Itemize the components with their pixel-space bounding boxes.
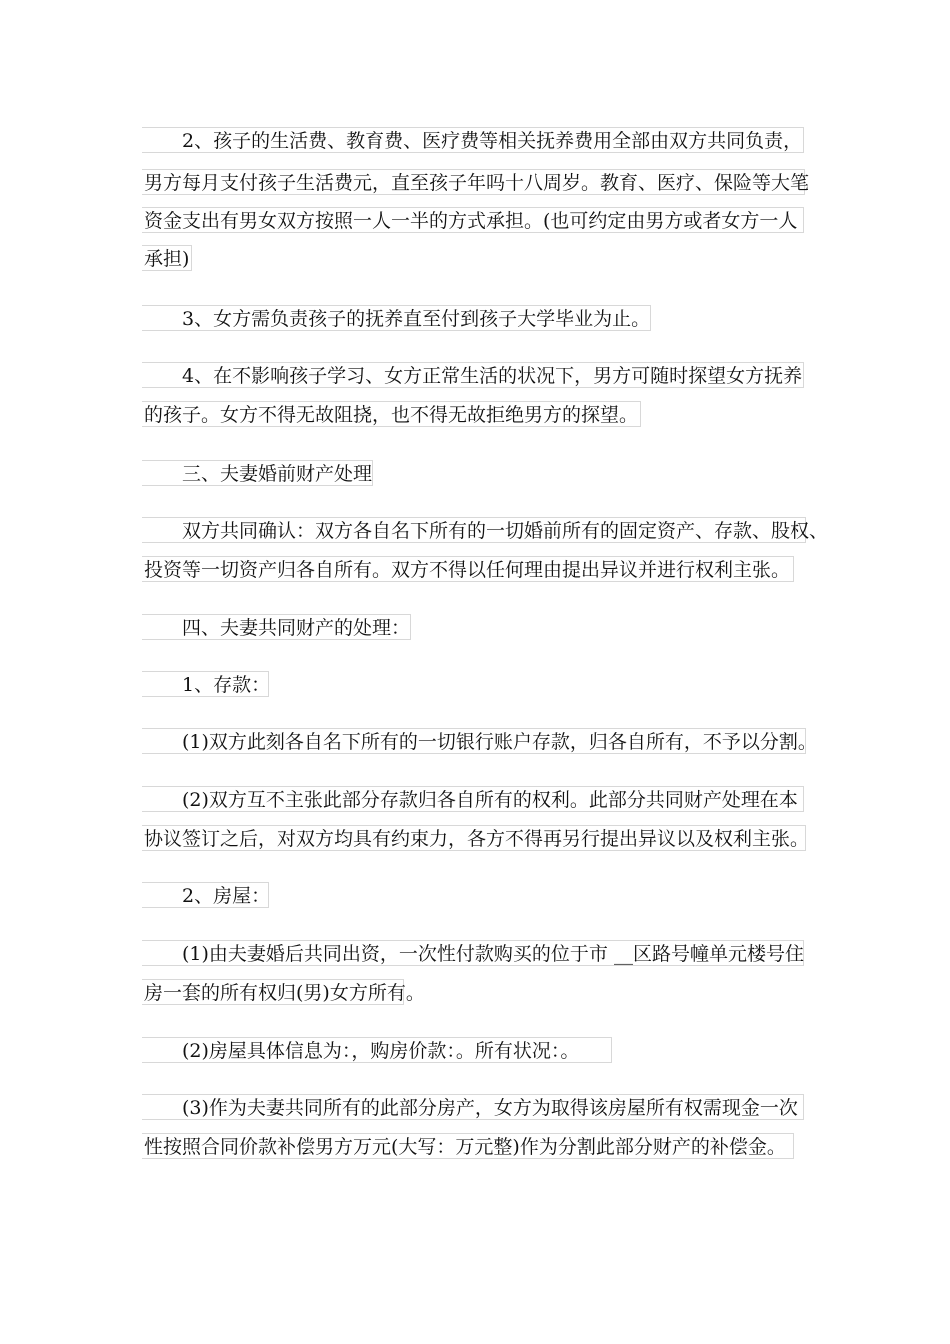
text-line: 承担): [142, 245, 192, 271]
section-heading: 三、夫妻婚前财产处理: [142, 460, 373, 486]
text-line: (2)双方互不主张此部分存款归各自所有的权利。此部分共同财产处理在本: [142, 786, 804, 812]
text-line: (3)作为夫妻共同所有的此部分房产，女方为取得该房屋所有权需现金一次: [142, 1094, 804, 1120]
text-line: 男方每月支付孩子生活费元，直至孩子年吗十八周岁。教育、医疗、保险等大笔: [142, 169, 805, 195]
text-line: 资金支出有男女双方按照一人一半的方式承担。(也可约定由男方或者女方一人: [142, 207, 804, 233]
subsection-heading: 1、存款：: [142, 671, 269, 697]
text-line: (1)双方此刻各自名下所有的一切银行账户存款，归各自所有，不予以分割。: [142, 728, 806, 754]
section-heading: 四、夫妻共同财产的处理：: [142, 614, 411, 640]
text-line: 房一套的所有权归(男)女方所有。: [142, 979, 404, 1005]
text-line: 投资等一切资产归各自所有。双方不得以任何理由提出异议并进行权利主张。: [142, 556, 794, 582]
text-line: 双方共同确认：双方各自名下所有的一切婚前所有的固定资产、存款、股权、: [142, 517, 806, 543]
text-line: 的孩子。女方不得无故阻挠，也不得无故拒绝男方的探望。: [142, 401, 641, 427]
text-line: 性按照合同价款补偿男方万元(大写：万元整)作为分割此部分财产的补偿金。: [142, 1133, 794, 1159]
text-line: 3、女方需负责孩子的抚养直至付到孩子大学毕业为止。: [142, 305, 651, 331]
text-line: (2)房屋具体信息为：，购房价款：。所有状况：。: [142, 1037, 612, 1063]
text-line: (1)由夫妻婚后共同出资，一次性付款购买的位于市 __区路号幢单元楼号住: [142, 940, 804, 966]
subsection-heading: 2、房屋：: [142, 882, 269, 908]
text-line: 2、孩子的生活费、教育费、医疗费等相关抚养费用全部由双方共同负责，: [142, 127, 804, 153]
text-line: 4、在不影响孩子学习、女方正常生活的状况下，男方可随时探望女方抚养: [142, 362, 804, 388]
text-line: 协议签订之后，对双方均具有约束力，各方不得再另行提出异议以及权利主张。: [142, 825, 806, 851]
